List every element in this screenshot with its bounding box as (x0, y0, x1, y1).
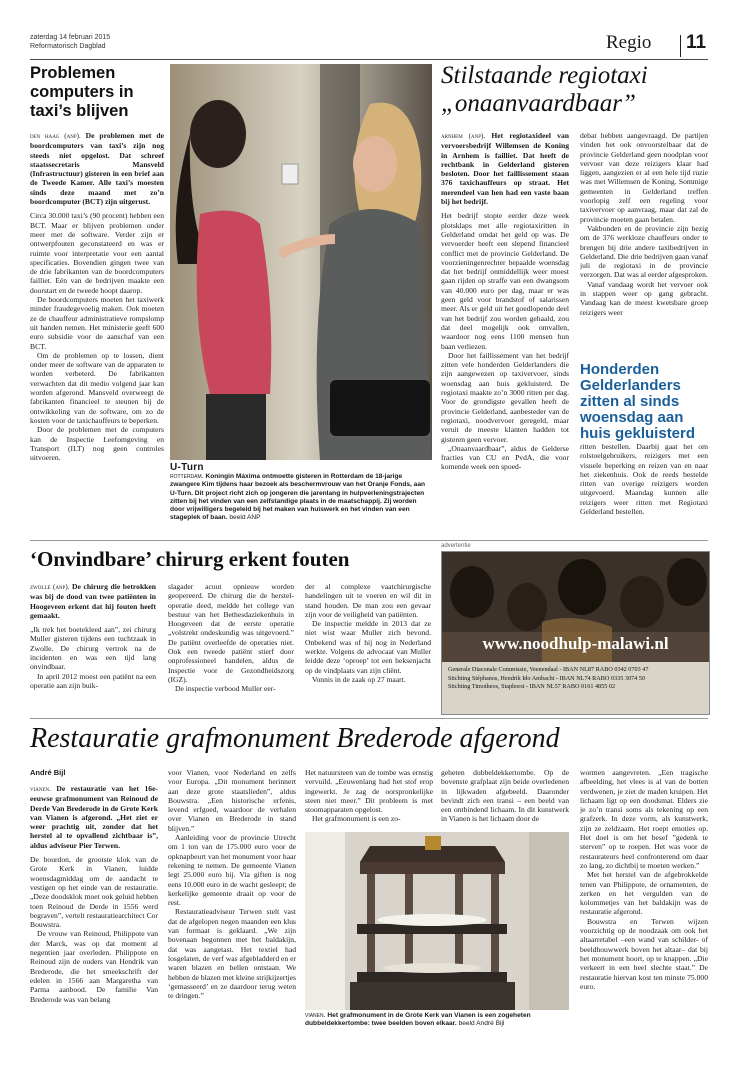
article-lead: Het regiotaxideel van vervoersbedrijf Willemsen de Koning in Arnhem is failliet. Dat heeft de rechtbank in Gelderland gisteren besloten. Door het faillissement staan 376 taxichauffeurs op straat. Het merendeel van hen had een vaste baan bij het bedrijf. (441, 131, 569, 207)
paragraph: Circa 30.000 taxi’s (90 procent) hebben een BCT. Maar er blijven problemen onder meer met de software. Verder zijn er ontwerpfouten geconstateerd en was er ruimte voor interpretatie voor een aantal specificaties. Bovendien gingen twee van de drie fabrikanten van de boordcomputers failliet. Eén van de bedrijven maakte een doorstart en de tweede hoopt daarop. (30, 211, 164, 295)
paragraph: Aanleiding voor de provincie Utrecht om 1 ton van de 175.000 euro voor de opknapbeurt van het monument voor haar rekening te nemen. De gemeente Vianen legt 25.000 euro bij. Via giften is nog eens 10.000 euro in de wacht gesleept; de kerkelijke gemeente draait op voor de rest. (168, 833, 296, 908)
article-brederode-title: Restauratie grafmonument Brederode afgerond (30, 723, 560, 754)
dateline: den haag (anp). (30, 132, 81, 140)
paragraph: Bouwstra en Terwen wijzen voorzichtig op de noodzaak om ook het altaarretabel –een wand van schilder- of beeldhouwwerk boven het altaar– dat bij het monument hoort, op te knappen. „Die verkeert in een heel slechte staat.” De restauratie hiervan kost ten minste 75.000 euro. (580, 916, 708, 991)
paragraph: Het grafmonument is een zo- (312, 814, 401, 824)
header-paper: Reformatorisch Dagblad (30, 43, 106, 50)
advert-text (448, 666, 706, 692)
article-taxi-title: Problemen computers in taxi’s blijven (30, 64, 134, 120)
paragraph: Door het faillissement van het bedrijf zitten vele honderden Gelderlanders die zijn aangewezen op taxivervoer, sinds woensdag aan huis gekluisterd. De regiotaxi maakte zo’n 3000 ritten per dag. Voor de grondigste gevallen heeft de provincie Gelderland, aanbesteder van de regiotaxi, noodvervoer geregeld, maar veruit de meeste klanten hadden tot gisteren geen vervoer. (441, 350, 569, 444)
paragraph: De inspectie meldde in 2013 dat ze niet wist waar Muller zich bevond. Onbekend was of hij nog in Nederland werkte. Volgens de advocaat van Muller leidde deze ‘oproep’ tot een heksenjacht op de vindplaats van zijn cliënt. (305, 619, 431, 675)
paragraph: De inspectie verbood Muller eer- (175, 684, 276, 694)
paragraph: Vanaf vandaag wordt het vervoer ook in stappen weer op gang gebracht. Vandaag kan de meest kwetsbare groep reizigers weer (580, 279, 708, 317)
paragraph: „Onaanvaardbaar”, aldus de Gelderse fracties van CU en PvdA, die voor komende week een spoed- (441, 443, 569, 472)
byline: André Bijl (30, 768, 66, 777)
article-brederode-col5 (580, 768, 708, 1064)
article-taxi-body (30, 131, 164, 531)
caption-credit: beeld ANP (229, 514, 261, 522)
paragraph: Om de problemen op te lossen, dient onder meer de software van de apparaten te worden verbeterd. De fabrikanten verwachten dat dit medio volgend jaar kan worden afgerond. Mansveld overweegt de fabrikanten financieel te steunen bij de ontwikkeling van de software, om zo de kosten voor de taxichauffeurs te beperken. (30, 350, 164, 425)
article-chirurg-title: ‘Onvindbare’ chirurg erkent fouten (30, 547, 350, 571)
article-regiotaxi-col2 (580, 131, 708, 356)
paragraph: ritten bestellen. Daarbij gaat het om rolstoelgebruikers, reizigers met een visuele beperking en reizen van en naar het ziekenhuis. Ook de reeds bestelde ritten van overige reizigers worden uitgevoerd. Maandag kunnen alle reizigers weer ritten met Regiotaxi Gelderland bestellen. (580, 442, 708, 517)
caption-title: U-Turn (170, 462, 204, 473)
paragraph: der al complexe vaatchirurgische handelingen uit te voeren en wil dit in stand houden. De man zou een gevaar zijn voor de veiligheid van patiënten. (305, 582, 431, 619)
caption-text: Het grafmonument in de Grote Kerk van Vianen is een zogeheten dubbeldekkertombe: twee beelden boven elkaar. (305, 1012, 531, 1028)
caption-place: vianen. (305, 1012, 326, 1019)
caption-place: rotterdam. (170, 473, 204, 481)
header-rule (30, 59, 708, 60)
advert-line: Stichting Timotheos, Staphorst - IBAN NL57 RABO 0161 4855 02 (448, 683, 616, 690)
paragraph: Het natuursteen van de tombe was ernstig vervuild. „Eeuwenlang had het stof erop ingewerkt. Je zag de oorspronkelijke steen niet meer.” Dit probleem is met stoomapparaten opgelost. (305, 768, 433, 815)
caption-text: Koningin Máxima ontmoette gisteren in Rotterdam de 18-jarige zwangere Kim tijdens haar bezoek als beschermvrouw van het Oranje Fonds, aan U-Turn. Dit project richt zich op jongeren die jarenlang in hulpverleningstrajecten zitten bij het vinden van een zelfstandige plaats in de maatschappij. Zij worden door vrijwilligers begeleid bij het maken van huiswerk en het vinden van een stageplek of baan. (170, 473, 426, 522)
paragraph: geheten dubbeldekkertombe. Op de bovenste grafplaat zijn beide overledenen in lijkwaden afgebeeld. Daaronder bevindt zich een transi – een beeld van een ontbindend lichaam. In dit kunstwerk in Vianen is het lichaam door de (441, 768, 569, 824)
photo-maxima-visit (170, 64, 432, 460)
title-line-2: „onaanvaardbaar” (441, 90, 636, 117)
paragraph: slagader acuut opnieuw worden geopereerd. De chirurg die de hersteloperatie deed, meldde het college van bestuur van het Bethesdaziekenhuis in Hoogeveen dat de eerste operatie „volstrekt ondeskundig was uitgevoerd.” De patiënt overleefde de operaties niet. Ook een tweede patiënt stierf door onprofessioneel handelen, aldus de Inspectie voor de Gezondheidszorg (IGZ). (168, 582, 294, 684)
photo-top-caption (170, 464, 432, 522)
article-regiotaxi-col2-after (580, 442, 708, 537)
dateline: zwolle (anp). (30, 583, 70, 591)
paragraph: Restauratieadviseur Terwen stelt vast dat de afgelopen negen maanden een klus van formaat is geklaard. „We zijn bovenaan begonnen met het baldakijn, dat was aangetast. Het textiel had losgelaten, de verf was afgebladderd en er waren blazen en bellen ontstaan. We hebben de blazen met kleine strijkijzertjes ‘gemasseerd’ en ze daardoor terug weten te dringen.” (168, 907, 296, 1001)
paragraph: In april 2012 moest een patiënt na een operatie aan zijn buik- (30, 671, 156, 690)
section-name: Regio (606, 32, 652, 53)
paragraph: Door de problemen met de computers kan de Inspectie Leefomgeving en Transport (ILT) nog geen controles uitvoeren. (30, 425, 164, 463)
header-divider (680, 35, 681, 57)
article-brederode-col3 (305, 768, 433, 828)
paragraph: De boordcomputers moeten het taxiwerk minder fraudegevoelig maken. Ook moeten ze de chauffeur administratieve rompslomp uit handen nemen. Het ministerie geeft 600 euro subsidie voor de aanschaf van een BCT. (30, 295, 164, 351)
article-brederode-col2 (168, 768, 296, 1064)
paragraph: voor Vianen, voor Nederland en zelfs voor Europa. „Dit monument herinnert aan deze grote staatslieden”, aldus Bouwstra. „Een historische erfenis, levend erfgoed, waardoor de verhalen over Vianen en Brederode in stand blijven.” (168, 768, 296, 833)
advert-noodhulp[interactable] (441, 551, 710, 715)
paragraph: Met het herstel van de afgebrokkelde tenen van Philippote, de ornamenten, de zerken en het vergulden van de kolommetjes van het baldakijn was de restauratie afgerond. (580, 870, 708, 917)
article-lead: De problemen met de boordcomputers van taxi’s zijn nog steeds niet opgelost. Dat schreef staatssecretaris Mansveld (Infrastructuur) gisteren in een brief aan de Tweede Kamer. Alle taxi’s moesten sinds deze maand met zo’n boordcomputer (BCT) zijn uitgerust. (30, 131, 164, 207)
article-chirurg-col3 (305, 582, 431, 712)
article-brederode-col1 (30, 784, 158, 1064)
dateline: vianen. (30, 785, 51, 793)
dateline: arnhem (anp). (441, 132, 486, 140)
section-rule (30, 718, 708, 719)
paragraph: De vrouw van Reinoud, Philippote van der Marck, was op dat moment al negentien jaar overleden. Philippote en Reinoud zijn de ouders van Hendrik van Brederode, die het smeekschrift der edelen in 1566 aan Margaretha van Parma aanbood. De familie Van Brederode was van belang (30, 929, 158, 1004)
paragraph: Het bedrijf stopte eerder deze week plotsklaps met alle regiotaxiritten in Gelderland omdat het geld op was. De vervoerder heeft een slepend financieel conflict met de provincie Gelderland. De voorzieningenrechter bepaalde woensdag dat het bedrijf onmiddellijk weer moest gaan rijden op straffe van een dwangsom van 40.000 euro per dag, maar er was geen geld voor brandstof of salarissen meer. Als er geld uit het goedlopende deel van het bedrijf zou worden gehaald, zou dat deel mogelijk ook omvallen, waardoor nog eens 1100 mensen hun baan verliezen. (441, 211, 569, 351)
advert-line: Generale Diaconale Commissie, Veenendaal - IBAN NL87 RABO 0342 0703 47 (448, 666, 649, 673)
photo-illustration (170, 64, 432, 460)
article-regiotaxi-title (441, 62, 711, 118)
article-regiotaxi-col1 (441, 131, 569, 536)
paragraph: De bourdon, de grootste klok van de Grote Kerk in Vianen, luidde woensdagmiddag om de aandacht te vestigen op het einde van de restauratie. „Deze doodsklok moet ook geluid hebben toen Reinoud de Derde in 1556 werd begraven”, vertelt restauratiearchitect Cor Bouwstra. (30, 855, 158, 930)
paragraph: Vakbonden en de provincie zijn bezig om de 376 werkloze chauffeurs onder te brengen bij drie andere taxibedrijven in Gelderland. Die drie bedrijven gaan vanaf juli de regiotaxi in de provincie verzorgen. Dat was al eerder afgesproken. (580, 223, 708, 280)
paragraph: wormen aangevreten. „Een tragische afbeelding, het vlees is al van de botten verdwenen, je ziet de maden kruipen. Het lichaam ligt op een doodsmat. Elders zie je zo’n transi soms als tekening op een grafzerk. In deze vorm, als kunstwerk, zijn ze zeldzaam. Het roept emoties op. Het doel is om het besef ”gedenk te sterven” op te roepen. Het was voor de restaurateurs heel confronterend om daar zo lang, zo dichtbij te moeten werken.” (580, 768, 708, 870)
photo-grafmonument (305, 832, 569, 1010)
regiotaxi-subhead: Honderden Gelderlanders zitten al sinds woensdag aan huis gekluisterd (580, 361, 696, 442)
paragraph: debat hebben aangevraagd. De partijen vinden het ook onvoorstelbaar dat de provincie Gelderland geen noodplan voor vervoer van deze reizigers klaar had liggen, aangezien er al een hele tijd ruzie was met Willemsen de Koning. Sommige gemeenten in Gelderland treffen voorlopig zelf een regeling voor taxivervoer op aanvraag, maar dat zal de provincie moeten gaan betalen. (580, 131, 708, 224)
article-lead: De chirurg die betrokken was bij de dood van twee patiënten in Hoogeveen erkent dat hij fouten heeft gemaakt. (30, 582, 156, 620)
paragraph: „Ik trek het boetekleed aan”, zei chirurg Muller gisteren tijdens een tuchtzaak in Zwolle. De chirurg vertrok na de incidenten en was een tijd lang onvindbaar. (30, 625, 156, 672)
paragraph: Vonnis in de zaak op 27 maart. (312, 674, 406, 684)
article-brederode-col4 (441, 768, 569, 828)
page-number: 11 (686, 32, 707, 53)
article-chirurg-col1 (30, 582, 156, 712)
advert-url[interactable]: www.noodhulp-malawi.nl (482, 634, 669, 653)
article-chirurg-col2 (168, 582, 294, 712)
header-date: zaterdag 14 februari 2015 (30, 34, 111, 41)
advert-line: Stichting Stéphanos, Hendrik Ido Ambacht - IBAN NL74 RABO 0335 3074 50 (448, 674, 645, 682)
title-line-1: Stilstaande regiotaxi (441, 62, 648, 89)
advert-label: advertentie (441, 543, 471, 549)
section-rule (30, 540, 708, 541)
photo-bottom-caption (305, 1012, 569, 1028)
article-lead: De restauratie van het 16e-eeuwse grafmonument van Reinoud de Derde Van Brederode in de Grote Kerk van Vianen is afgerond. „Het ziet er weer prachtig uit, zonder dat het herstel al te opvallend zichtbaar is”, aldus adviseur Pier Terwen. (30, 784, 158, 850)
caption-credit: beeld André Bijl (458, 1020, 505, 1028)
photo-illustration (305, 832, 569, 1010)
